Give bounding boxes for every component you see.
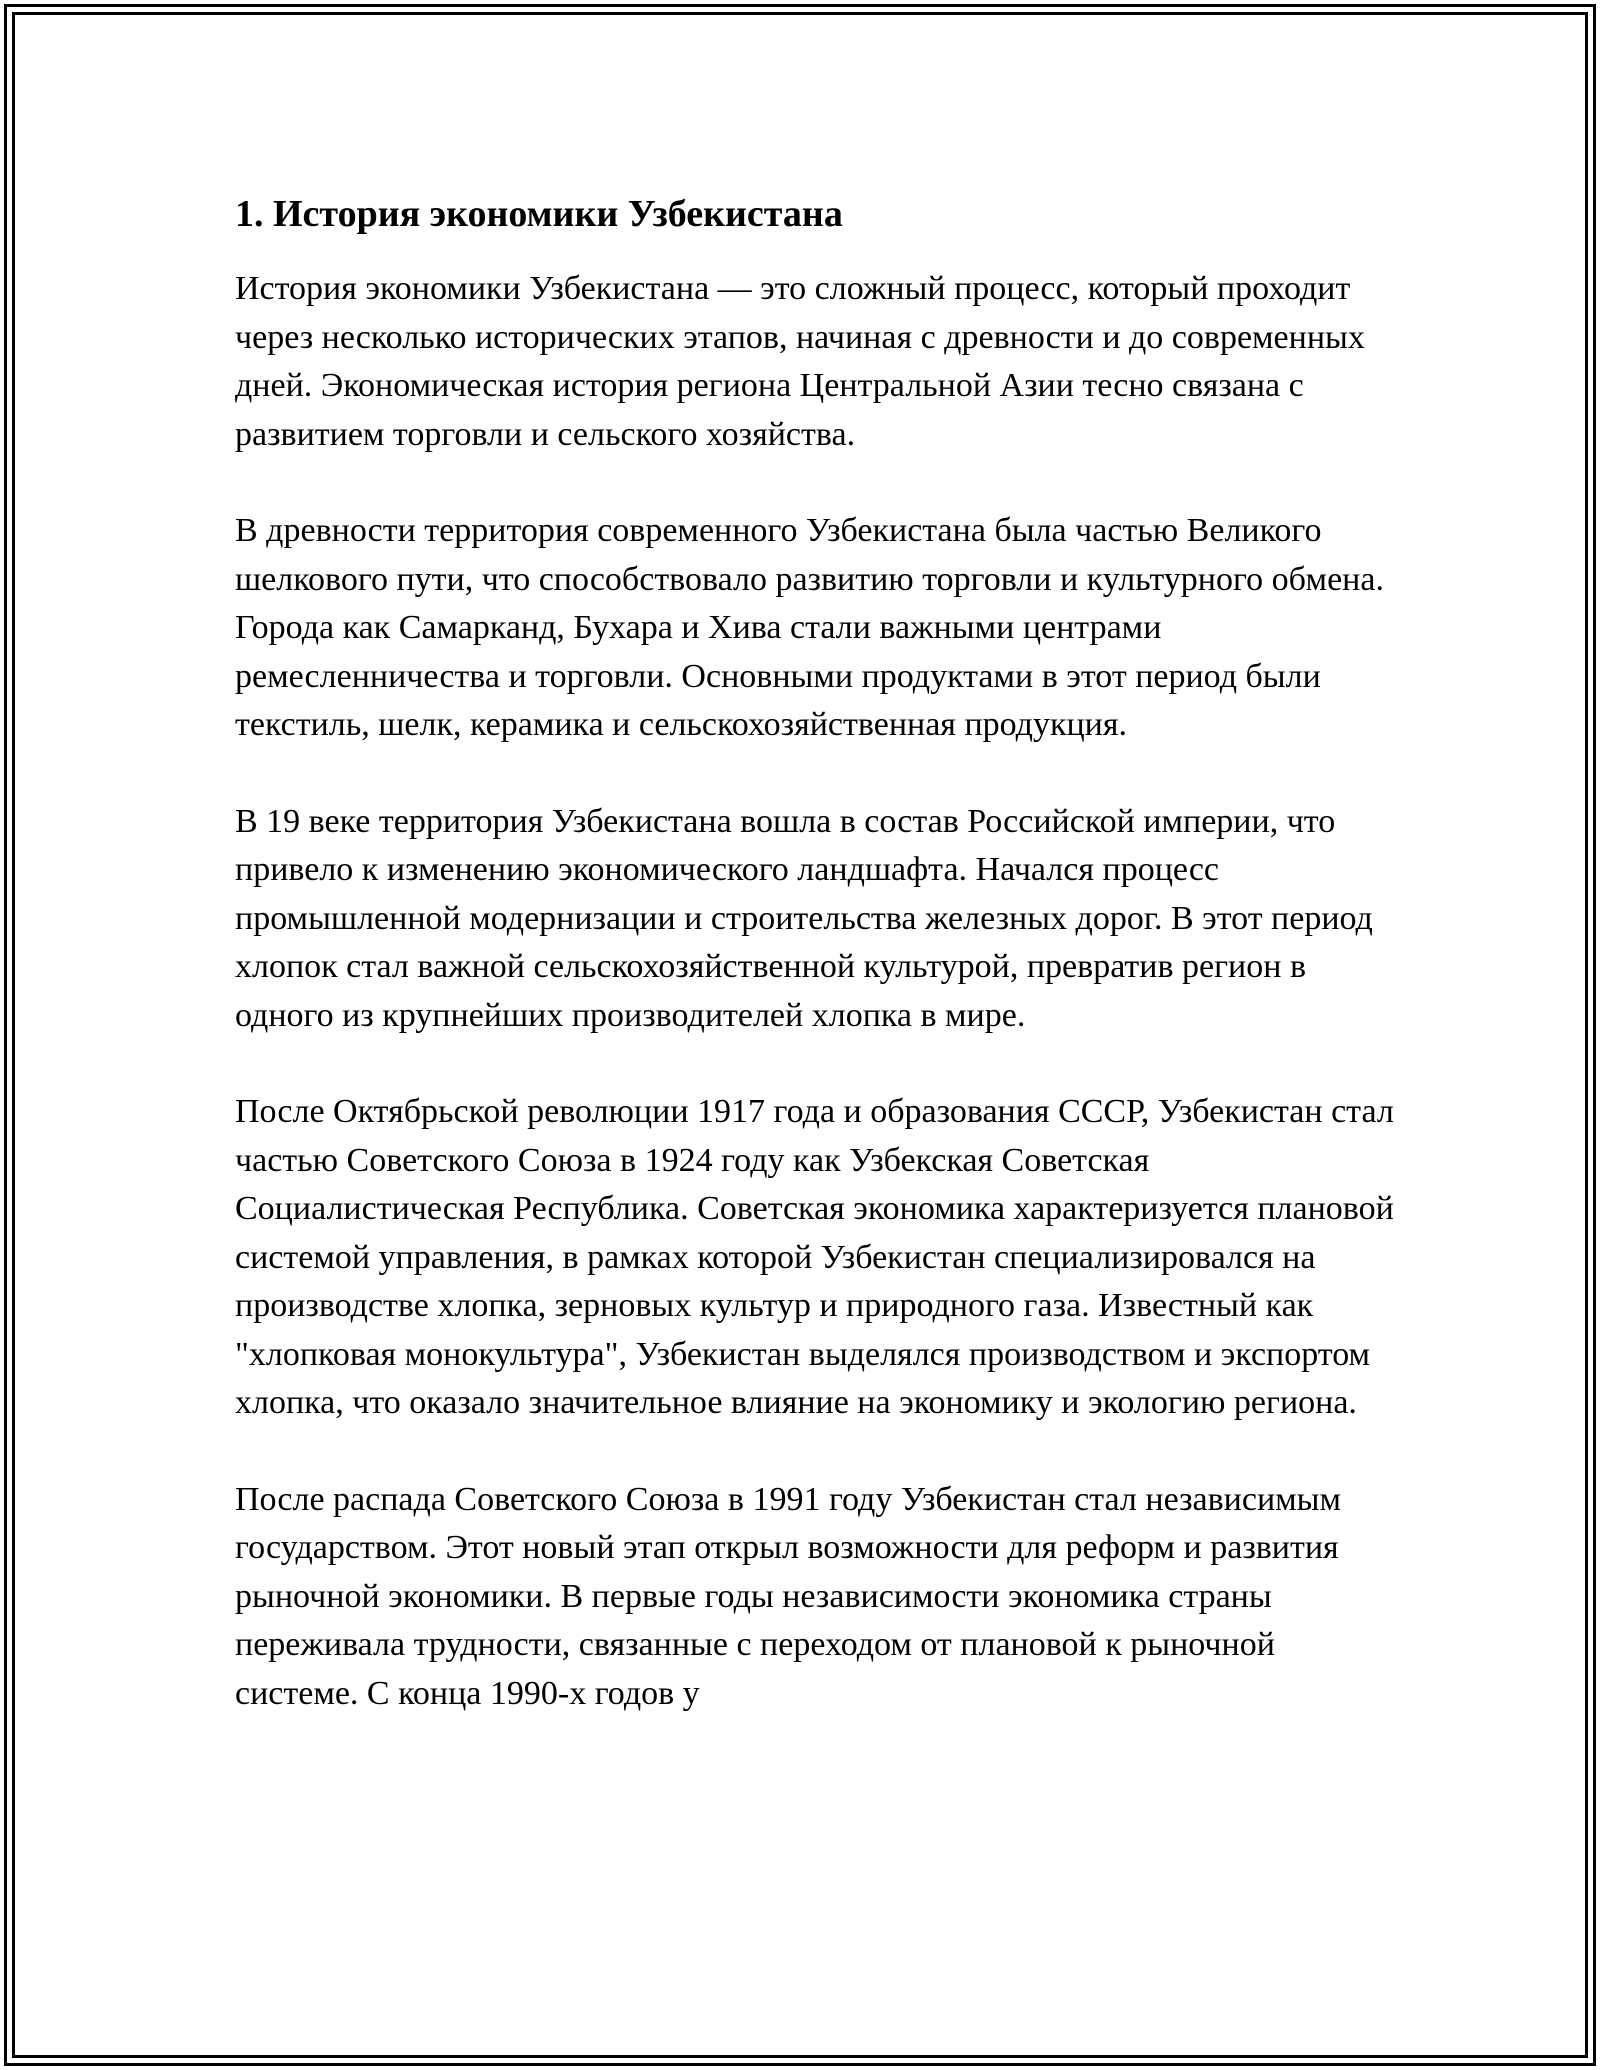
paragraph-independence: После распада Советского Союза в 1991 году Узбекистан стал независимым государством. Этот новый этап открыл возможности для реформ и развития рыночной экономики. В первые годы независимости экономика страны переживала трудности, связанные с переходом от плановой к рыночной системе. С конца 1990-х годов у [235,1480,1342,1712]
paragraph-19th-century: В 19 веке территория Узбекистана вошла в состав Российской империи, что привело к изменению экономического ландшафта. Начался процесс промышленной модернизации и строительства железных дорог. В этот период хлопок стал важной сельскохозяйственной культурой, превратив регион в одного из крупнейших производителей хлопка в мире. [235,802,1373,1034]
document-body [235,185,1395,1766]
paragraph-soviet-period: После Октябрьской революции 1917 года и образования СССР, Узбекистан стал частью Советского Союза в 1924 году как Узбекская Советская Социалистическая Республика. Советская экономика характеризуется плановой системой управления, в рамках которой Узбекистан специализировался на производстве хлопка, зерновых культур и природного газа. Известный как "хлопковая монокультура", Узбекистан выделялся производством и экспортом хлопка, что оказало значительное влияние на экономику и экологию региона. [235,1093,1394,1421]
section-heading: 1. История экономики Узбекистана [235,193,843,235]
paragraph-intro: История экономики Узбекистана — это сложный процесс, который проходит через несколько исторических этапов, начиная с древности и до современных дней. Экономическая история региона Центральной Азии тесно связана с развитием торговли и сельского хозяйства. [235,270,1365,453]
paragraph-ancient-period: В древности территория современного Узбекистана была частью Великого шелкового пути, что способствовало развитию торговли и культурного обмена. Города как Самарканд, Бухара и Хива стали важными центрами ремесленничества и торговли. Основными продуктами в этот период были текстиль, шелк, керамика и сельскохозяйственная продукция. [235,512,1384,743]
